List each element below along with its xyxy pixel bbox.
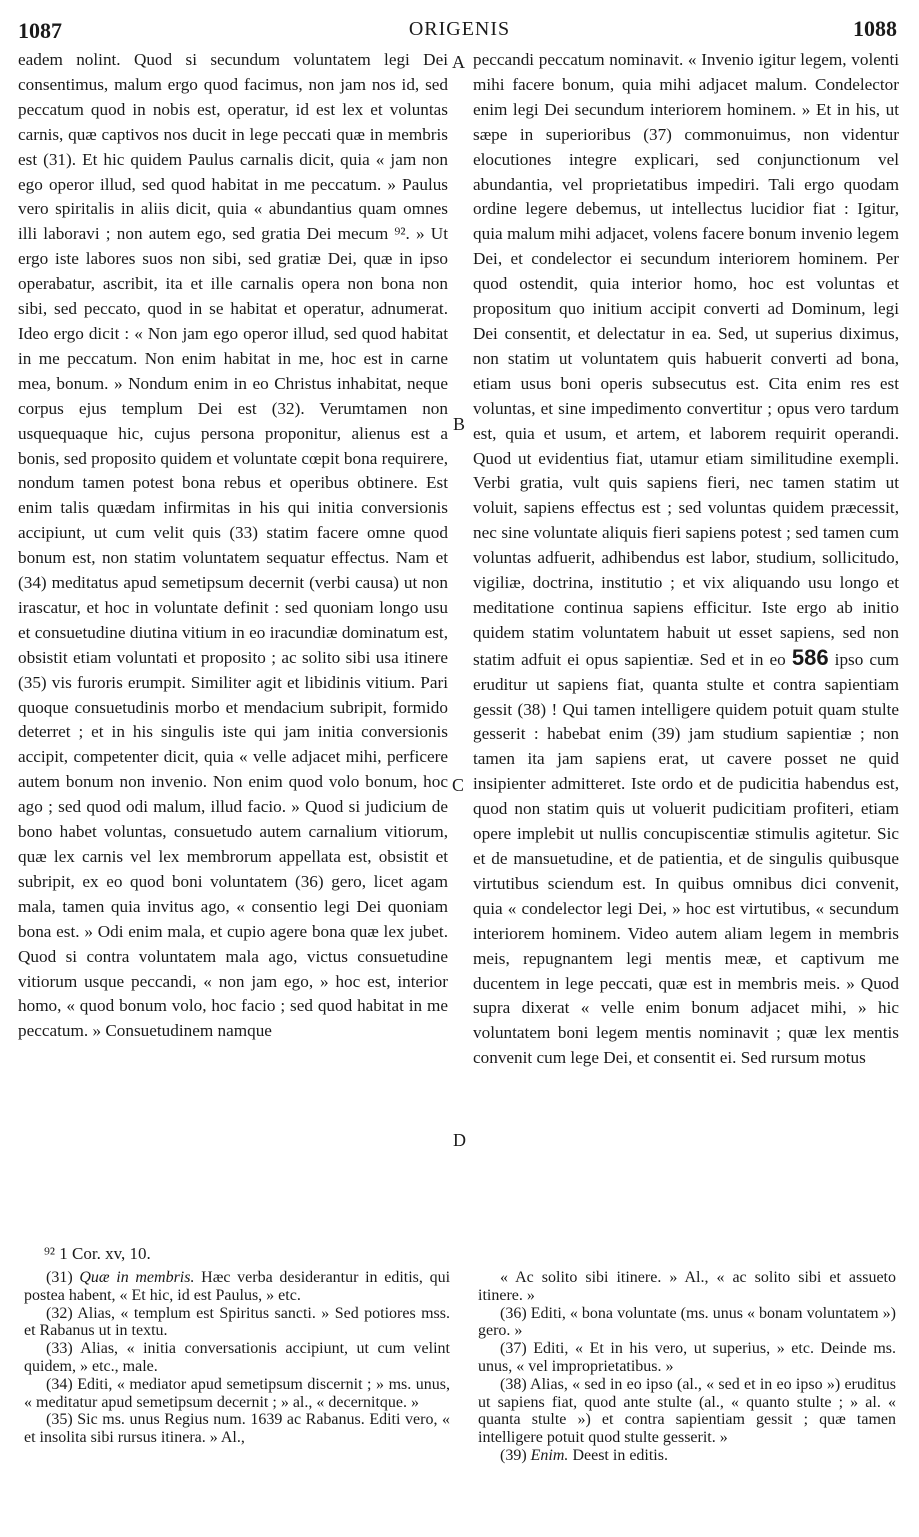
right-column-text — [473, 48, 899, 1071]
footnote — [478, 1269, 896, 1305]
marginal-page-marker: 586 — [791, 644, 829, 670]
page-number-right: 1088 — [853, 16, 897, 41]
footnotes-left — [24, 1269, 450, 1447]
left-column-text: eadem nolint. Quod si secundum voluntatem legi Dei consentimus, malum ergo quod facimus, non jam nos id, sed peccatum quod in nobis est, operatur, id est lex et voluntas carnis, quæ captivos nos ducit in lege peccati quæ in membris est (31). Et hic quidem Paulus carnalis dicit, quia « jam non ego operor illud, sed quod habitat in me peccatum. » Paulus vero spiritalis in aliis dicit, quia « abundantius quam omnes illi laboravi ; non autem ego, sed gratia Dei mecum ⁹². » Ut ergo iste labores suos non sibi, sed gratiæ Dei, quæ in ipso operabatur, ascribit, ita et ille carnalis opera non bona non sibi, sed peccato, quod in se habitat et operatur, adnumerat. Ideo ergo dicit : « Non jam ego operor illud, sed quod habitat in me peccatum. Non enim habitat in me, hoc est in carne mea, bonum. » Nondum enim in eo Christus inhabitat, neque corpus ejus templum Dei est (32). Verumtamen non usquequaque hic, cujus persona proponitur, alienus est a bonis, sed proposito quidem et voluntate cœpit bona requirere, nondum tamen potest bona rebus et operibus obtinere. Est enim talis quædam infirmitas in his qui initia conversionis accipiunt, ut cum velit quis (33) statim facere omne quod bonum est, non statim voluntatem sequatur effectus. Nam et (34) meditatus apud semetipsum decernit (verbi causa) ut non irascatur, et hoc in voluntate definit : sed quoniam longo usu et consuetudine diutina vitium in eo iracundiæ dominatum est, obsistit etiam voluntati et proposito ; ac solito sibi usa itinere (35) vis furoris erumpit. Similiter agit et libidinis vitium. Pari quoque consuetudinis morbo et mendacium subripit, formido deterret ; et in his singulis iste qui jam initia conversionis accipit, competenter dicit, quia « velle adjacet mihi, perficere autem bonum non invenio. Non enim quod volo bonum, hoc ago ; sed quod odi malum, illud facio. » Quod si judicium de bono habet voluntas, consuetudo autem carnalium vitiorum, quæ lex carnis vel lex membrorum appellata est, obsistit et subripit, ex eo quod boni voluntatem (36) gero, licet agam mala, tamen quia invitus ago, « consentio legi Dei quoniam bona est. » Odi enim mala, et cupio agere bona quæ lex jubet. Quod si contra voluntatem mala ago, victus consuetudine vitiorum usque peccandi, « non jam ego, » hoc est, interior homo, « quod bonum volo, hoc facio ; sed quod habitat in me peccatum. » Consuetudinem namque — [18, 50, 448, 1041]
margin-letter-c: C — [452, 775, 465, 795]
margin-letter-d: D — [453, 1130, 466, 1150]
footnote-text: « Ac solito sibi itinere. » Al., « ac solito sibi et assueto itinere. » — [478, 1269, 896, 1304]
footnote-number: (33) — [46, 1340, 81, 1358]
footnote — [24, 1376, 450, 1412]
running-head-title: ORIGENIS — [408, 18, 511, 40]
footnote-text: Editi, « Et in his vero, ut superius, » etc. Deinde ms. unus, « vel improprietatibus. » — [478, 1340, 897, 1375]
page-header — [0, 0, 919, 46]
scripture-reference-note: ⁹² 1 Cor. xv, 10. — [44, 1244, 151, 1263]
footnote-text: Alias, « initia conversationis accipiunt, ut cum velint quidem, » etc., male. — [24, 1340, 450, 1375]
footnote-lemma: Enim. — [530, 1446, 569, 1464]
footnote — [478, 1305, 896, 1341]
margin-letter-a: A — [452, 52, 465, 72]
footnote — [478, 1340, 896, 1376]
footnote-text: Alias, « sed in eo ipso (al., « sed et in eo ipso ») eruditus ut sapiens fiat, quod ante stulte (al., « quanto stulte ; » al. « quanta stulte ») et contra sapientiam gessit ; quæ tamen intelligere potuit quod stulte gesserit. » — [478, 1375, 896, 1447]
footnote-number: (35) — [46, 1411, 78, 1429]
right-column-text-after: ipso cum eruditur ut sapiens fiat, quanta stulte et contra sapientiam gessit (38) ! Qui tamen intelligere quidem potuit quam stulte gesserit : habebat enim (39) jam studium sapientiæ ; non tamen ita jam sapiens erat, ut cavere posset ne quid insipienter admitteret. Iste ordo et de pudicitia habendus est, quod non statim quis ut voluerit pudicitiam profiteri, etiam opere implebit ut nullis concupiscentiæ stimulis agitetur. Sic et de mansuetudine, et de patientia, et de singulis quibusque virtutibus sciendum est. In quibus omnibus dici convenit, quia « condelector legi Dei, » hoc est virtutibus, « secundum interiorem hominem. Video autem aliam legem in membris meis, repugnantem legi mentis meæ, et captivum me ducentem in lege peccati, quæ est in membris meis. » Quod supra dixerat « velle enim bonum adjacet mihi, » hic voluntatem boni legem mentis nominavit ; quæ lex mentis convenit cum lege Dei, et consentit ei. Sed rursum motus — [473, 649, 900, 1068]
footnote-number: (31) — [46, 1269, 80, 1286]
page-number-left: 1087 — [18, 18, 62, 43]
footnote-number: (37) — [500, 1340, 534, 1358]
footnote-number: (38) — [500, 1375, 531, 1393]
footnote-number: (34) — [46, 1375, 78, 1393]
footnote-number: (39) — [500, 1446, 531, 1464]
footnote-text: Editi, « bona voluntate (ms. unus « bonam voluntatem ») gero. » — [478, 1304, 897, 1340]
footnote — [24, 1411, 450, 1447]
footnote-lemma: Quæ in membris. — [79, 1269, 195, 1286]
footnote-text: Sic ms. unus Regius num. 1639 ac Rabanus. Editi vero, « et insolita sibi rursus itinera. » Al., — [24, 1411, 451, 1447]
footnote-text: Alias, « templum est Spiritus sancti. » Sed potiores mss. et Rabanus ut in textu. — [24, 1304, 450, 1340]
footnote-text: Deest in editis. — [568, 1446, 668, 1464]
left-column — [18, 48, 448, 1044]
footnote-text: Editi, « mediator apud semetipsum discernit ; » ms. unus, « meditatur apud semetipsum decernit ; » al., « decernitque. » — [24, 1375, 451, 1411]
footnote — [24, 1340, 450, 1376]
right-column — [473, 48, 899, 1071]
margin-letter-b: B — [453, 414, 466, 434]
right-column-text-before: peccandi peccatum nominavit. « Invenio igitur legem, volenti mihi facere bonum, quia mihi adjacet malum. Condelector enim legi Dei secundum interiorem hominem. » Et in his, ut sæpe in superioribus (37) commonuimus, non videntur elocutiones integre explicari, sed conjunctionum vel abundantia, vel proprietatibus impediri. Tali ergo quodam ordine legere debemus, ut intellectus lucidior fiat : Igitur, quia malum mihi adjacet, volens facere bonum invenio legem Dei, et condelector ei secundum interiorem hominem. Per quod ostendit, quia interior homo, hoc est voluntas et propositum quo initium accipit converti ad Dominum, legi Dei consentit, et delectatur in ea. Sed, ut superius diximus, non statim ut voluntatem quis habuerit converti ad bona, etiam usus boni operis subsecutus est. Cita enim res est voluntas, et sine impedimento convertitur ; opus vero tardum est, quia et usum, et artem, et laborem requirit operandi. Quod ut evidentius fiat, utamur etiam similitudine exempli. Verbi gratia, vult quis sapiens fieri, nec tamen statim ut voluit, sapiens effectus est ; sed voluntas quidem præcessit, nec sine voluntate aliquis fieri sapiens potest ; sed tamen cum voluntas adfuerit, adhibendus est labor, studium, sollicitudo, vigiliæ, doctrina, institutio ; et vix aliquando usu longo et meditatione continua sapiens efficitur. Iste ergo ab initio quidem statim voluntatem habuit ut esset sapiens, sed non statim adfuit ei opus sapientiæ. Sed et in eo — [473, 50, 899, 669]
footnote-number: (36) — [500, 1304, 531, 1322]
footnote-text: Hæc verba desiderantur in editis, qui postea habent, « Et hic, id est Paulus, » etc. — [24, 1269, 451, 1304]
footnote — [478, 1376, 896, 1447]
footnote — [24, 1305, 450, 1341]
footnotes-right — [478, 1269, 896, 1465]
footnote — [478, 1447, 896, 1465]
footnote — [24, 1269, 450, 1305]
footnote-number: (32) — [46, 1304, 78, 1322]
